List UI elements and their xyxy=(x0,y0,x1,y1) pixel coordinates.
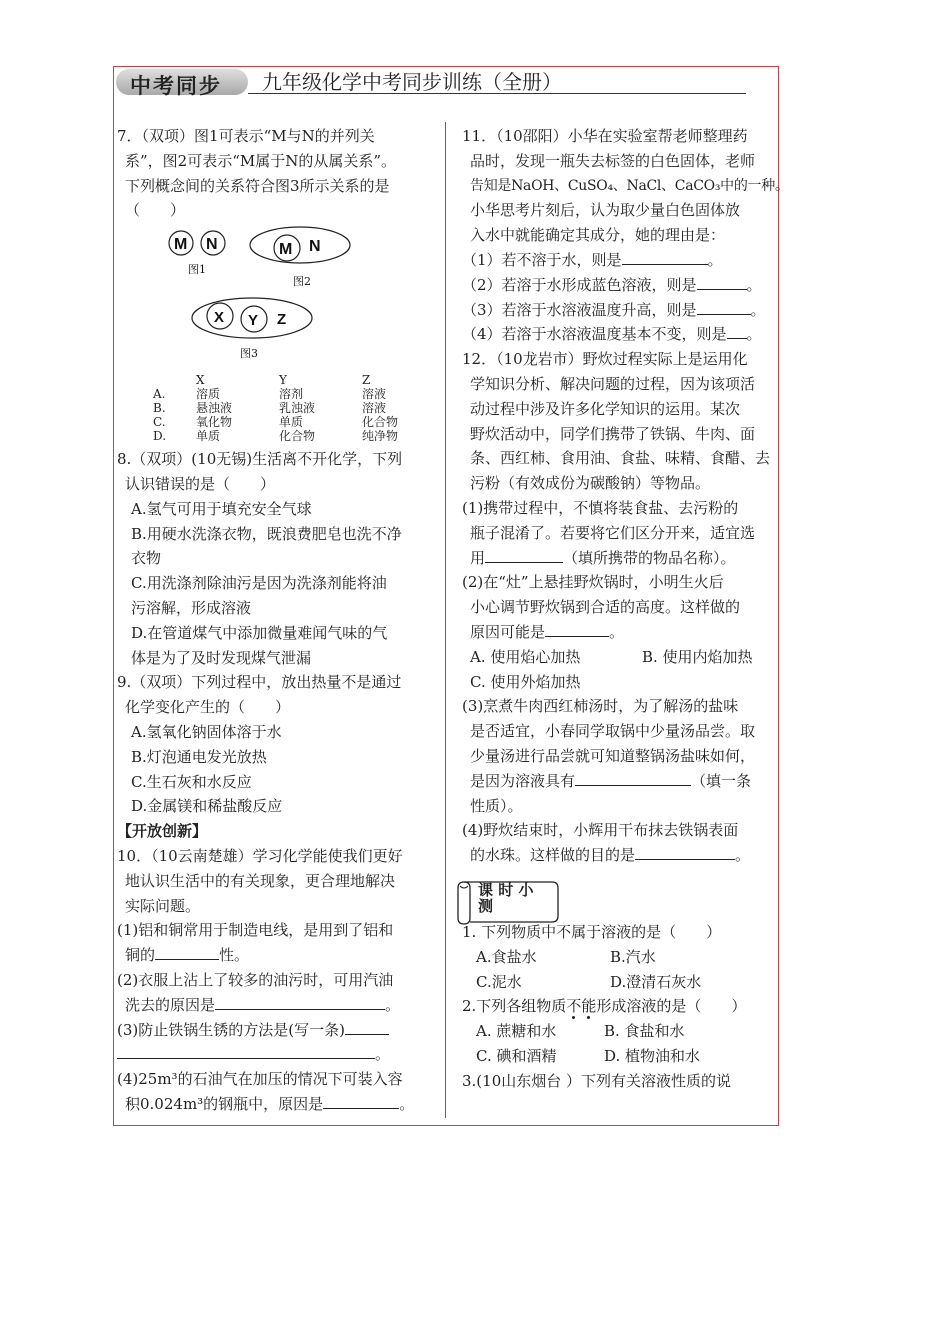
test-question-1: 1. 下列物质中不属于溶液的是（ ） A.食盐水 B.汽水 C.泥水 D.澄清石灰水 xyxy=(462,922,722,991)
answer-blank[interactable] xyxy=(635,843,735,860)
section-heading-open: 【开放创新】 xyxy=(117,822,208,841)
answer-blank[interactable] xyxy=(545,620,609,637)
venn-svg xyxy=(117,223,437,373)
fig1-caption: 图1 xyxy=(188,263,206,277)
options-table: X Y Z A. 溶质 溶剂 溶液 B. 悬浊液 乳浊液 溶液 C. 氧化物 单质 化合物 D. 单质 化合物 纯净物 xyxy=(153,373,399,444)
question-10: 10．（10云南楚雄）学习化学能使我们更好 地认识生活中的有关现象，更合理地解决 实际问题。 (1)铝和铜常用于制造电线，是用到了铝和 铜的 性。 (2)衣服上沾上了较多的油污时，可用汽油 洗去的原因是 。 (3)防止铁锅生锈的方法是(写一条) 。 (4)25m³的石油气在加压的情况下可装入容 积0.024m³的钢瓶中，原因是 。 xyxy=(117,846,415,1113)
question-11: 11．（10邵阳）小华在实验室帮老师整理药 品时，发现一瓶失去标签的白色固体，老师 告知是NaOH、CuSO₄、NaCl、CaCO₃中的一种。 小华思考片刻后，认为取少量白色固体放 入水中就能确定其成分，她的理由是： （1）若不溶于水，则是 。 （2）若溶于水形成蓝色溶液，则是 。 （3）若溶于水溶液温度升高，则是 。 （4）若溶于水溶液温度基本不变，则是 。 xyxy=(462,127,789,344)
answer-blank[interactable] xyxy=(215,993,385,1010)
page-title: 九年级化学中考同步训练（全册） xyxy=(262,70,562,94)
answer-blank[interactable] xyxy=(697,273,747,290)
right-column xyxy=(462,124,789,1093)
emphasis-dot: 不 xyxy=(566,997,582,1016)
fig1-m: M xyxy=(174,236,188,254)
fig2-m: M xyxy=(279,241,293,259)
summary-banner xyxy=(462,868,778,920)
emphasis-dot: 能 xyxy=(581,997,597,1016)
answer-blank[interactable] xyxy=(575,769,691,786)
fig2-caption: 图2 xyxy=(293,275,311,289)
test-question-3: 3.(10山东烟台 ）下列有关溶液性质的说 xyxy=(462,1071,732,1090)
header-badge: 中考同步 xyxy=(116,69,248,95)
question-12: 12．（10龙岩市）野炊过程实际上是运用化 学知识分析、解决问题的过程，因为该项活 动过程中涉及许多化学知识的运用。某次 野炊活动中，同学们携带了铁锅、牛肉、面 条、西红柿、食用油、食盐、味精、食醋、去 污粉（有效成份为碳酸钠）等物品。 (1)携带过程中，不慎将装食盐、去污粉的 瓶子混淆了。若要将它们区分开来，适宜选 用 （填所携带的物品名称）。 (2)在“灶”上悬挂野炊锅时，小明生火后 小心调节野炊锅到合适的高度。这样做的 原因可能是 。 A. 使用焰心加热 B. 使用内焰加热 C. 使用外焰加热 (3)烹煮牛肉西红柿汤时，为了解汤的盐味 是否适宜，小春同学取锅中少量汤品尝。取 少量汤进行品尝就可知道整锅汤盐味如何， 是因为溶液具有 （填一条 性质）。 (4)野炊结束时，小辉用干布抹去铁锅表面 的水珠。这样做的目的是 。 xyxy=(462,350,771,865)
fig3-y: Y xyxy=(248,312,259,330)
answer-blank[interactable] xyxy=(622,248,708,265)
fig3-x: X xyxy=(214,309,225,327)
answer-blank[interactable] xyxy=(117,1042,375,1059)
answer-blank[interactable] xyxy=(155,943,219,960)
venn-figures xyxy=(117,223,437,373)
fig3-caption: 图3 xyxy=(240,347,258,361)
fig1-n: N xyxy=(206,236,218,254)
question-8: 8.（双项）(10无锡)生活离不开化学，下列 认识错误的是（ ） A.氢气可用于填充安全气球 B.用硬水洗涤衣物，既浪费肥皂也洗不净 衣物 C.用洗涤剂除油污是因为洗涤剂能将油 污溶解，形成溶液 D.在管道煤气中添加微量难闻气味的气 体是为了及时发现煤气泄漏 xyxy=(117,450,403,667)
answer-blank[interactable] xyxy=(345,1018,389,1035)
header-rule xyxy=(248,93,746,94)
left-column xyxy=(117,124,437,1117)
fig3-z: Z xyxy=(277,311,287,329)
summary-label: 课 时 小 测 xyxy=(478,880,534,915)
answer-blank[interactable] xyxy=(485,546,563,563)
column-divider xyxy=(445,122,446,1118)
test-question-2: 2.下列各组物质不能形成溶液的是（ ） A. 蔗糖和水 B. 食盐和水 C. 碘和酒精 D. 植物油和水 xyxy=(462,997,747,1065)
answer-blank[interactable] xyxy=(697,298,751,315)
fig2-n: N xyxy=(309,238,321,256)
answer-blank[interactable] xyxy=(323,1092,399,1109)
question-7: 7．（双项）图1可表示“M与N的并列关 系”，图2可表示“M属于N的从属关系”。 下列概念间的关系符合图3所示关系的是 （ ） M N M N X Y Z 图1 图2 图3 X Y Z A. 溶质 溶剂 溶液 B. 悬浊液 乳浊液 溶液 C. 氧化物 单质 化合物 D. 单质 化合物 纯净物 xyxy=(117,124,437,447)
answer-blank[interactable] xyxy=(727,322,747,339)
question-9: 9.（双项）下列过程中，放出热量不是通过 化学变化产生的（ ） A.氢氧化钠固体溶于水 B.灯泡通电发光放热 C.生石灰和水反应 D.金属镁和稀盐酸反应 xyxy=(117,673,402,816)
